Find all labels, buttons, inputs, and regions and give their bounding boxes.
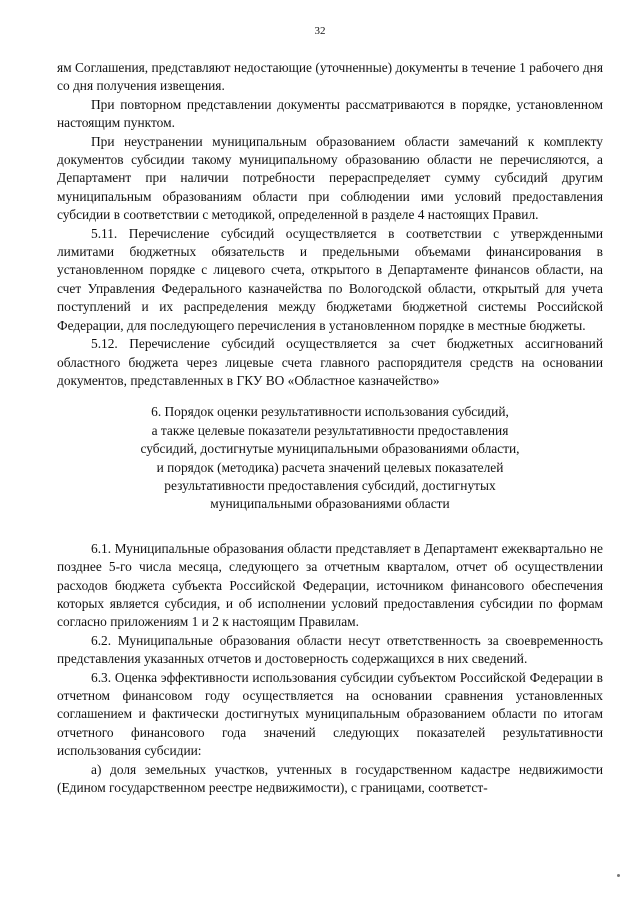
paragraph: 5.11. Перечисление субсидий осуществляется в соответствии с утвержденными лимитами бюджетных обязательств и предельными объемами финансирования в установленном порядке с лицевого счета, открытого в Департаменте финансов области, на счет Управления Федерального казначейства по Вологодской области, открытый для учета поступлений и их распределения между бюджетами бюджетной системы Российской Федерации, для последующего перечисления в установленном порядке в местные бюджеты.: [57, 225, 603, 333]
paragraph: 6.2. Муниципальные образования области несут ответственность за своевременность представления указанных отчетов и достоверность содержащихся в них сведений.: [57, 632, 603, 667]
paragraph: ям Соглашения, представляют недостающие (уточненные) документы в течение 1 рабочего дня со дня получения извещения.: [57, 60, 603, 94]
paragraph: а) доля земельных участков, учтенных в государственном кадастре недвижимости (Едином государственном реестре недвижимости), с границами, соответст-: [57, 761, 603, 796]
heading-line: 6. Порядок оценки результативности использования субсидий,: [151, 404, 509, 420]
paragraphs-top: [57, 59, 603, 390]
section-heading: [57, 403, 603, 513]
paragraphs-bottom: [57, 540, 603, 798]
paragraph: При неустранении муниципальным образованием области замечаний к комплекту документов субсидии такому муниципальному образованию области не перечисляются, а Департамент при наличии потребности перераспределяет сумму субсидий другим муниципальным образованиям области при соблюдении ими условий предоставления субсидии в соответствии с методикой, определенной в разделе 4 настоящих Правил.: [57, 133, 603, 223]
heading-spacer: [57, 528, 603, 540]
paragraph: 6.3. Оценка эффективности использования субсидии субъектом Российской Федерации в отчетном финансовом году осуществляется на основании сравнения установленных соглашением и фактически достигнутых муниципальным образованием области по итогам отчетного финансового года значений следующих показателей результативности использования субсидии:: [57, 669, 603, 759]
page-number: 32: [314, 25, 326, 37]
scan-speck: [617, 874, 620, 877]
heading-line: субсидий, достигнутые муниципальными образованиями области,: [140, 441, 520, 457]
paragraph: При повторном представлении документы рассматриваются в порядке, установленном настоящим пунктом.: [57, 96, 603, 131]
heading-line: а также целевые показатели результативности предоставления: [151, 422, 509, 438]
document-body: [57, 59, 603, 797]
heading-line: результативности предоставления субсидий, достигнутых: [164, 477, 496, 493]
paragraph: 6.1. Муниципальные образования области представляет в Департамент ежеквартально не позднее 5-го числа месяца, следующего за отчетным кварталом, отчет об осуществлении расходов бюджета субъекта Российской Федерации, источником финансового обеспечения которых является субсидия, и об исполнении условий предоставления субсидии по формам согласно приложениям 1 и 2 к настоящим Правилам.: [57, 540, 603, 630]
paragraph: 5.12. Перечисление субсидий осуществляется за счет бюджетных ассигнований областного бюджета через лицевые счета главного распорядителя средств на основании документов, представленных в ГКУ ВО «Областное казначейство»: [57, 336, 603, 388]
heading-line: муниципальными образованиями области: [210, 496, 450, 512]
heading-line: и порядок (методика) расчета значений целевых показателей: [156, 459, 504, 475]
